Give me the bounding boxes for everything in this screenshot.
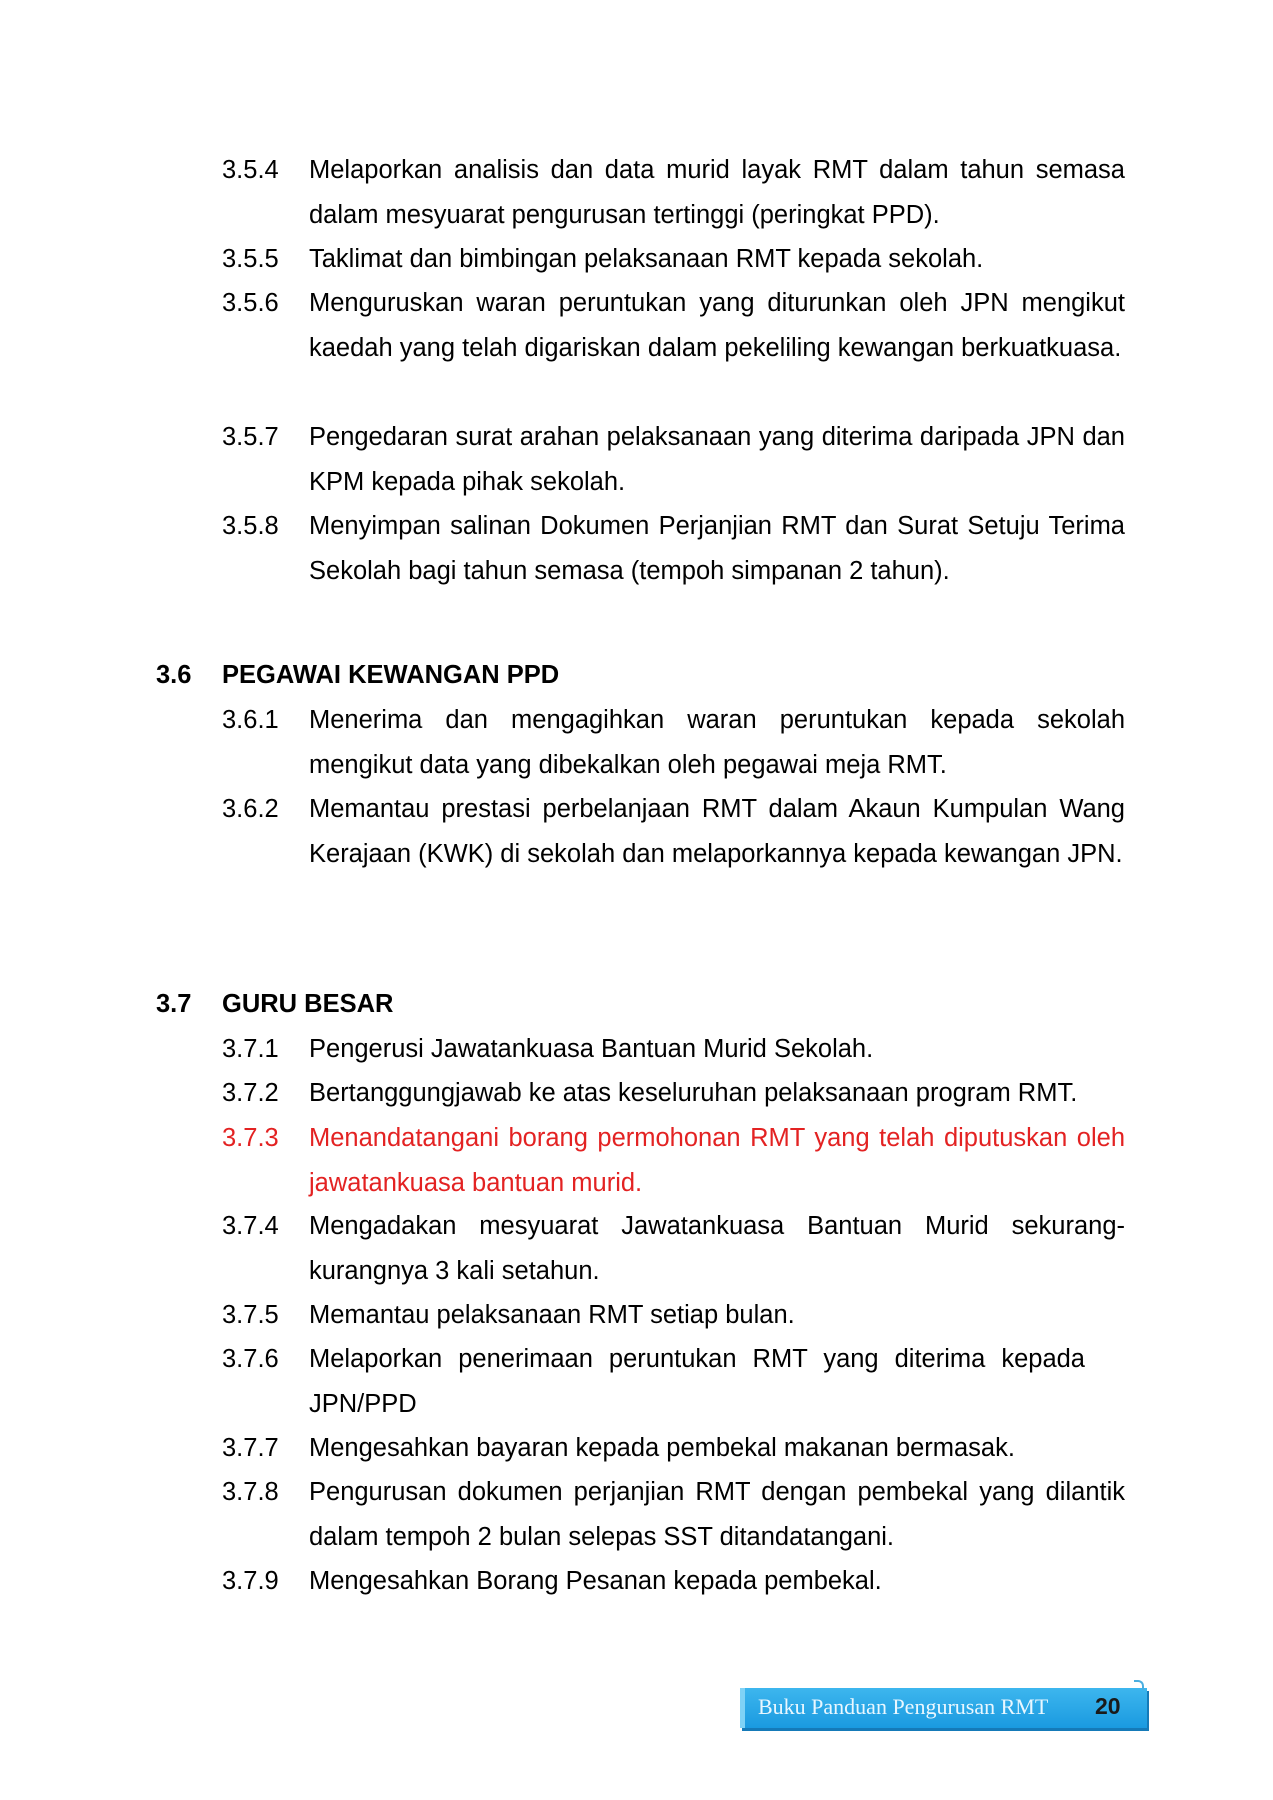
item-text: Pengedaran surat arahan pelaksanaan yang diterima daripada JPN dan KPM kepada pihak sekolah. bbox=[309, 423, 1125, 496]
page-number: 20 bbox=[1095, 1693, 1121, 1719]
item-text: Melaporkan analisis dan data murid layak RMT dalam tahun semasa dalam mesyuarat pengurusan tertinggi (peringkat PPD). bbox=[309, 156, 1125, 229]
item-text: Taklimat dan bimbingan pelaksanaan RMT kepada sekolah. bbox=[309, 245, 984, 273]
item-text: Mengesahkan Borang Pesanan kepada pembekal. bbox=[309, 1567, 882, 1595]
section-number: 3.6 bbox=[156, 661, 192, 689]
list-item-3-5-5 bbox=[222, 237, 1125, 282]
item-text: Menandatangani borang permohonan RMT yang telah diputuskan oleh jawatankuasa bantuan murid. bbox=[309, 1124, 1125, 1197]
list-item-3-7-6 bbox=[222, 1337, 1125, 1426]
item-number: 3.7.1 bbox=[222, 1035, 279, 1063]
item-number: 3.7.5 bbox=[222, 1301, 279, 1329]
list-item-3-7-4 bbox=[222, 1204, 1125, 1293]
item-number: 3.6.1 bbox=[222, 706, 279, 734]
list-item-3-7-5 bbox=[222, 1293, 1125, 1338]
section-title: PEGAWAI KEWANGAN PPD bbox=[222, 661, 560, 689]
list-item-3-5-6 bbox=[222, 281, 1125, 370]
item-number: 3.7.9 bbox=[222, 1567, 279, 1595]
item-text: Bertanggungjawab ke atas keseluruhan pelaksanaan program RMT. bbox=[309, 1079, 1078, 1107]
list-item-3-6-2 bbox=[222, 787, 1125, 876]
footer-title: Buku Panduan Pengurusan RMT bbox=[758, 1694, 1049, 1719]
item-number: 3.7.6 bbox=[222, 1345, 279, 1373]
list-item-3-7-8 bbox=[222, 1470, 1125, 1559]
item-text: Memantau pelaksanaan RMT setiap bulan. bbox=[309, 1301, 795, 1329]
section-heading-3-7 bbox=[156, 982, 393, 1027]
section-number: 3.7 bbox=[156, 990, 192, 1018]
item-text: Memantau prestasi perbelanjaan RMT dalam Akaun Kumpulan Wang Kerajaan (KWK) di sekolah dan melaporkannya kepada kewangan JPN. bbox=[309, 795, 1125, 868]
list-item-3-5-4 bbox=[222, 148, 1125, 237]
list-item-3-7-2 bbox=[222, 1071, 1125, 1116]
list-item-3-6-1 bbox=[222, 698, 1125, 787]
item-number: 3.5.5 bbox=[222, 245, 279, 273]
list-item-3-7-1 bbox=[222, 1027, 1125, 1072]
item-number: 3.7.2 bbox=[222, 1079, 279, 1107]
item-text: Menerima dan mengagihkan waran peruntukan kepada sekolah mengikut data yang dibekalkan oleh pegawai meja RMT. bbox=[309, 706, 1125, 779]
item-number: 3.6.2 bbox=[222, 795, 279, 823]
page-footer-banner bbox=[740, 1686, 1144, 1730]
item-number: 3.5.4 bbox=[222, 156, 279, 184]
item-number: 3.7.4 bbox=[222, 1212, 279, 1240]
list-item-3-7-9 bbox=[222, 1559, 1125, 1604]
item-number: 3.5.8 bbox=[222, 512, 279, 540]
item-number: 3.7.7 bbox=[222, 1434, 279, 1462]
list-item-3-7-3 bbox=[222, 1116, 1125, 1205]
item-text: Mengesahkan bayaran kepada pembekal makanan bermasak. bbox=[309, 1434, 1015, 1462]
list-item-3-5-7 bbox=[222, 415, 1125, 504]
item-number: 3.7.3 bbox=[222, 1124, 279, 1152]
list-item-3-5-8 bbox=[222, 504, 1125, 593]
item-text: Melaporkan penerimaan peruntukan RMT yang diterima kepada JPN/PPD bbox=[309, 1345, 1085, 1418]
item-text: Menyimpan salinan Dokumen Perjanjian RMT dan Surat Setuju Terima Sekolah bagi tahun semasa (tempoh simpanan 2 tahun). bbox=[309, 512, 1125, 585]
item-number: 3.5.7 bbox=[222, 423, 279, 451]
section-title: GURU BESAR bbox=[222, 990, 394, 1018]
item-text: Pengurusan dokumen perjanjian RMT dengan pembekal yang dilantik dalam tempoh 2 bulan selepas SST ditandatangani. bbox=[309, 1478, 1125, 1551]
item-text: Mengadakan mesyuarat Jawatankuasa Bantuan Murid sekurang-kurangnya 3 kali setahun. bbox=[309, 1212, 1125, 1285]
item-text: Menguruskan waran peruntukan yang diturunkan oleh JPN mengikut kaedah yang telah digariskan dalam pekeliling kewangan berkuatkuasa. bbox=[309, 289, 1125, 362]
section-heading-3-6 bbox=[156, 653, 559, 698]
item-number: 3.7.8 bbox=[222, 1478, 279, 1506]
item-number: 3.5.6 bbox=[222, 289, 279, 317]
list-item-3-7-7 bbox=[222, 1426, 1125, 1471]
item-text: Pengerusi Jawatankuasa Bantuan Murid Sekolah. bbox=[309, 1035, 874, 1063]
scroll-curl-icon bbox=[1134, 1680, 1144, 1690]
